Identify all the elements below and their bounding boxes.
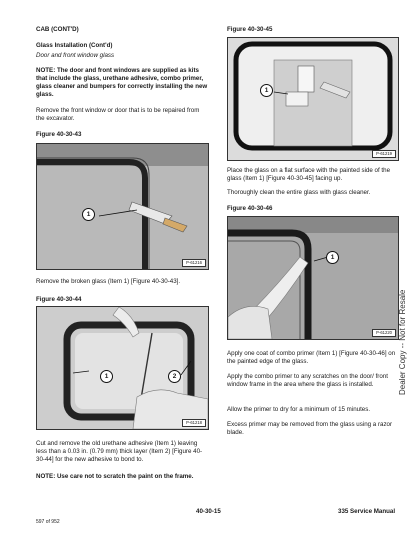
figure-44-image [36, 306, 209, 430]
figure-46-tag: P-61220 [372, 329, 396, 337]
footer-manual-title: 335 Service Manual [338, 508, 396, 515]
paragraph-place-glass: Place the glass on a flat surface with the painted side of the glass (Item 1) [Figure 40-30-45] facing up. [227, 167, 391, 182]
section-heading: CAB (CONT'D) [36, 26, 79, 33]
figure-43-image [36, 143, 209, 270]
figure-44-photo [37, 307, 208, 429]
dealer-copy-label: Dealer Copy -- Not for Resale [398, 289, 407, 395]
figure-44-title: Figure 40-30-44 [36, 296, 82, 303]
figure-45-title: Figure 40-30-45 [227, 26, 273, 33]
figure-45-tag: P-61219 [372, 150, 396, 158]
figure-46-photo [228, 217, 398, 339]
figure-43-tag: P-61216 [182, 259, 206, 267]
figure-43-title: Figure 40-30-43 [36, 131, 82, 138]
paragraph-scratches: Apply the combo primer to any scratches on the door/ front window frame in the area where the glass is installed. [227, 373, 388, 388]
figure-43-photo [37, 144, 208, 269]
figure-45-photo [228, 38, 398, 160]
figure-46-title: Figure 40-30-46 [227, 205, 273, 212]
figure-44-tag: P-61218 [182, 419, 206, 427]
figure-46-image [227, 216, 399, 340]
paragraph-remove-glass: Remove the broken glass (Item 1) [Figure 40-30-43]. [36, 278, 181, 285]
paragraph-excess-primer: Excess primer may be removed from the glass using a razor blade. [227, 421, 393, 436]
figure-44-callout-1: 1 [100, 370, 113, 383]
figure-44-callout-2: 2 [168, 370, 181, 383]
note-kits: NOTE: The door and front windows are supplied as kits that include the glass, urethane adhesive, combo primer, glass cleaner and bumpers for correctly installing the new glass. [36, 67, 208, 98]
subsection-subtitle: Door and front window glass [36, 52, 115, 59]
figure-45-image [227, 37, 399, 161]
paragraph-clean-glass: Thoroughly clean the entire glass with glass cleaner. [227, 189, 371, 196]
subsection-heading: Glass Installation (Cont'd) [36, 42, 113, 49]
paragraph-dry-time: Allow the primer to dry for a minimum of 15 minutes. [227, 406, 371, 413]
footer-page-count: 597 of 952 [36, 519, 60, 525]
footer-page-ref: 40-30-15 [196, 508, 221, 515]
figure-46-callout: 1 [326, 251, 339, 264]
paragraph-apply-primer: Apply one coat of combo primer (Item 1) [Figure 40-30-46] on the painted edge of the glass. [227, 350, 396, 365]
figure-43-callout: 1 [82, 208, 95, 221]
figure-45-callout: 1 [260, 84, 273, 97]
paragraph-remove-window: Remove the front window or door that is to be repaired from the excavator. [36, 107, 200, 122]
paragraph-cut-adhesive: Cut and remove the old urethane adhesive (Item 1) leaving less than a 0.03 in. (0.79 mm) thick layer (Item 2) [Figure 40-30-44] for the new adhesive to bond to. [36, 440, 203, 463]
note-paint: NOTE: Use care not to scratch the paint on the frame. [36, 473, 194, 480]
